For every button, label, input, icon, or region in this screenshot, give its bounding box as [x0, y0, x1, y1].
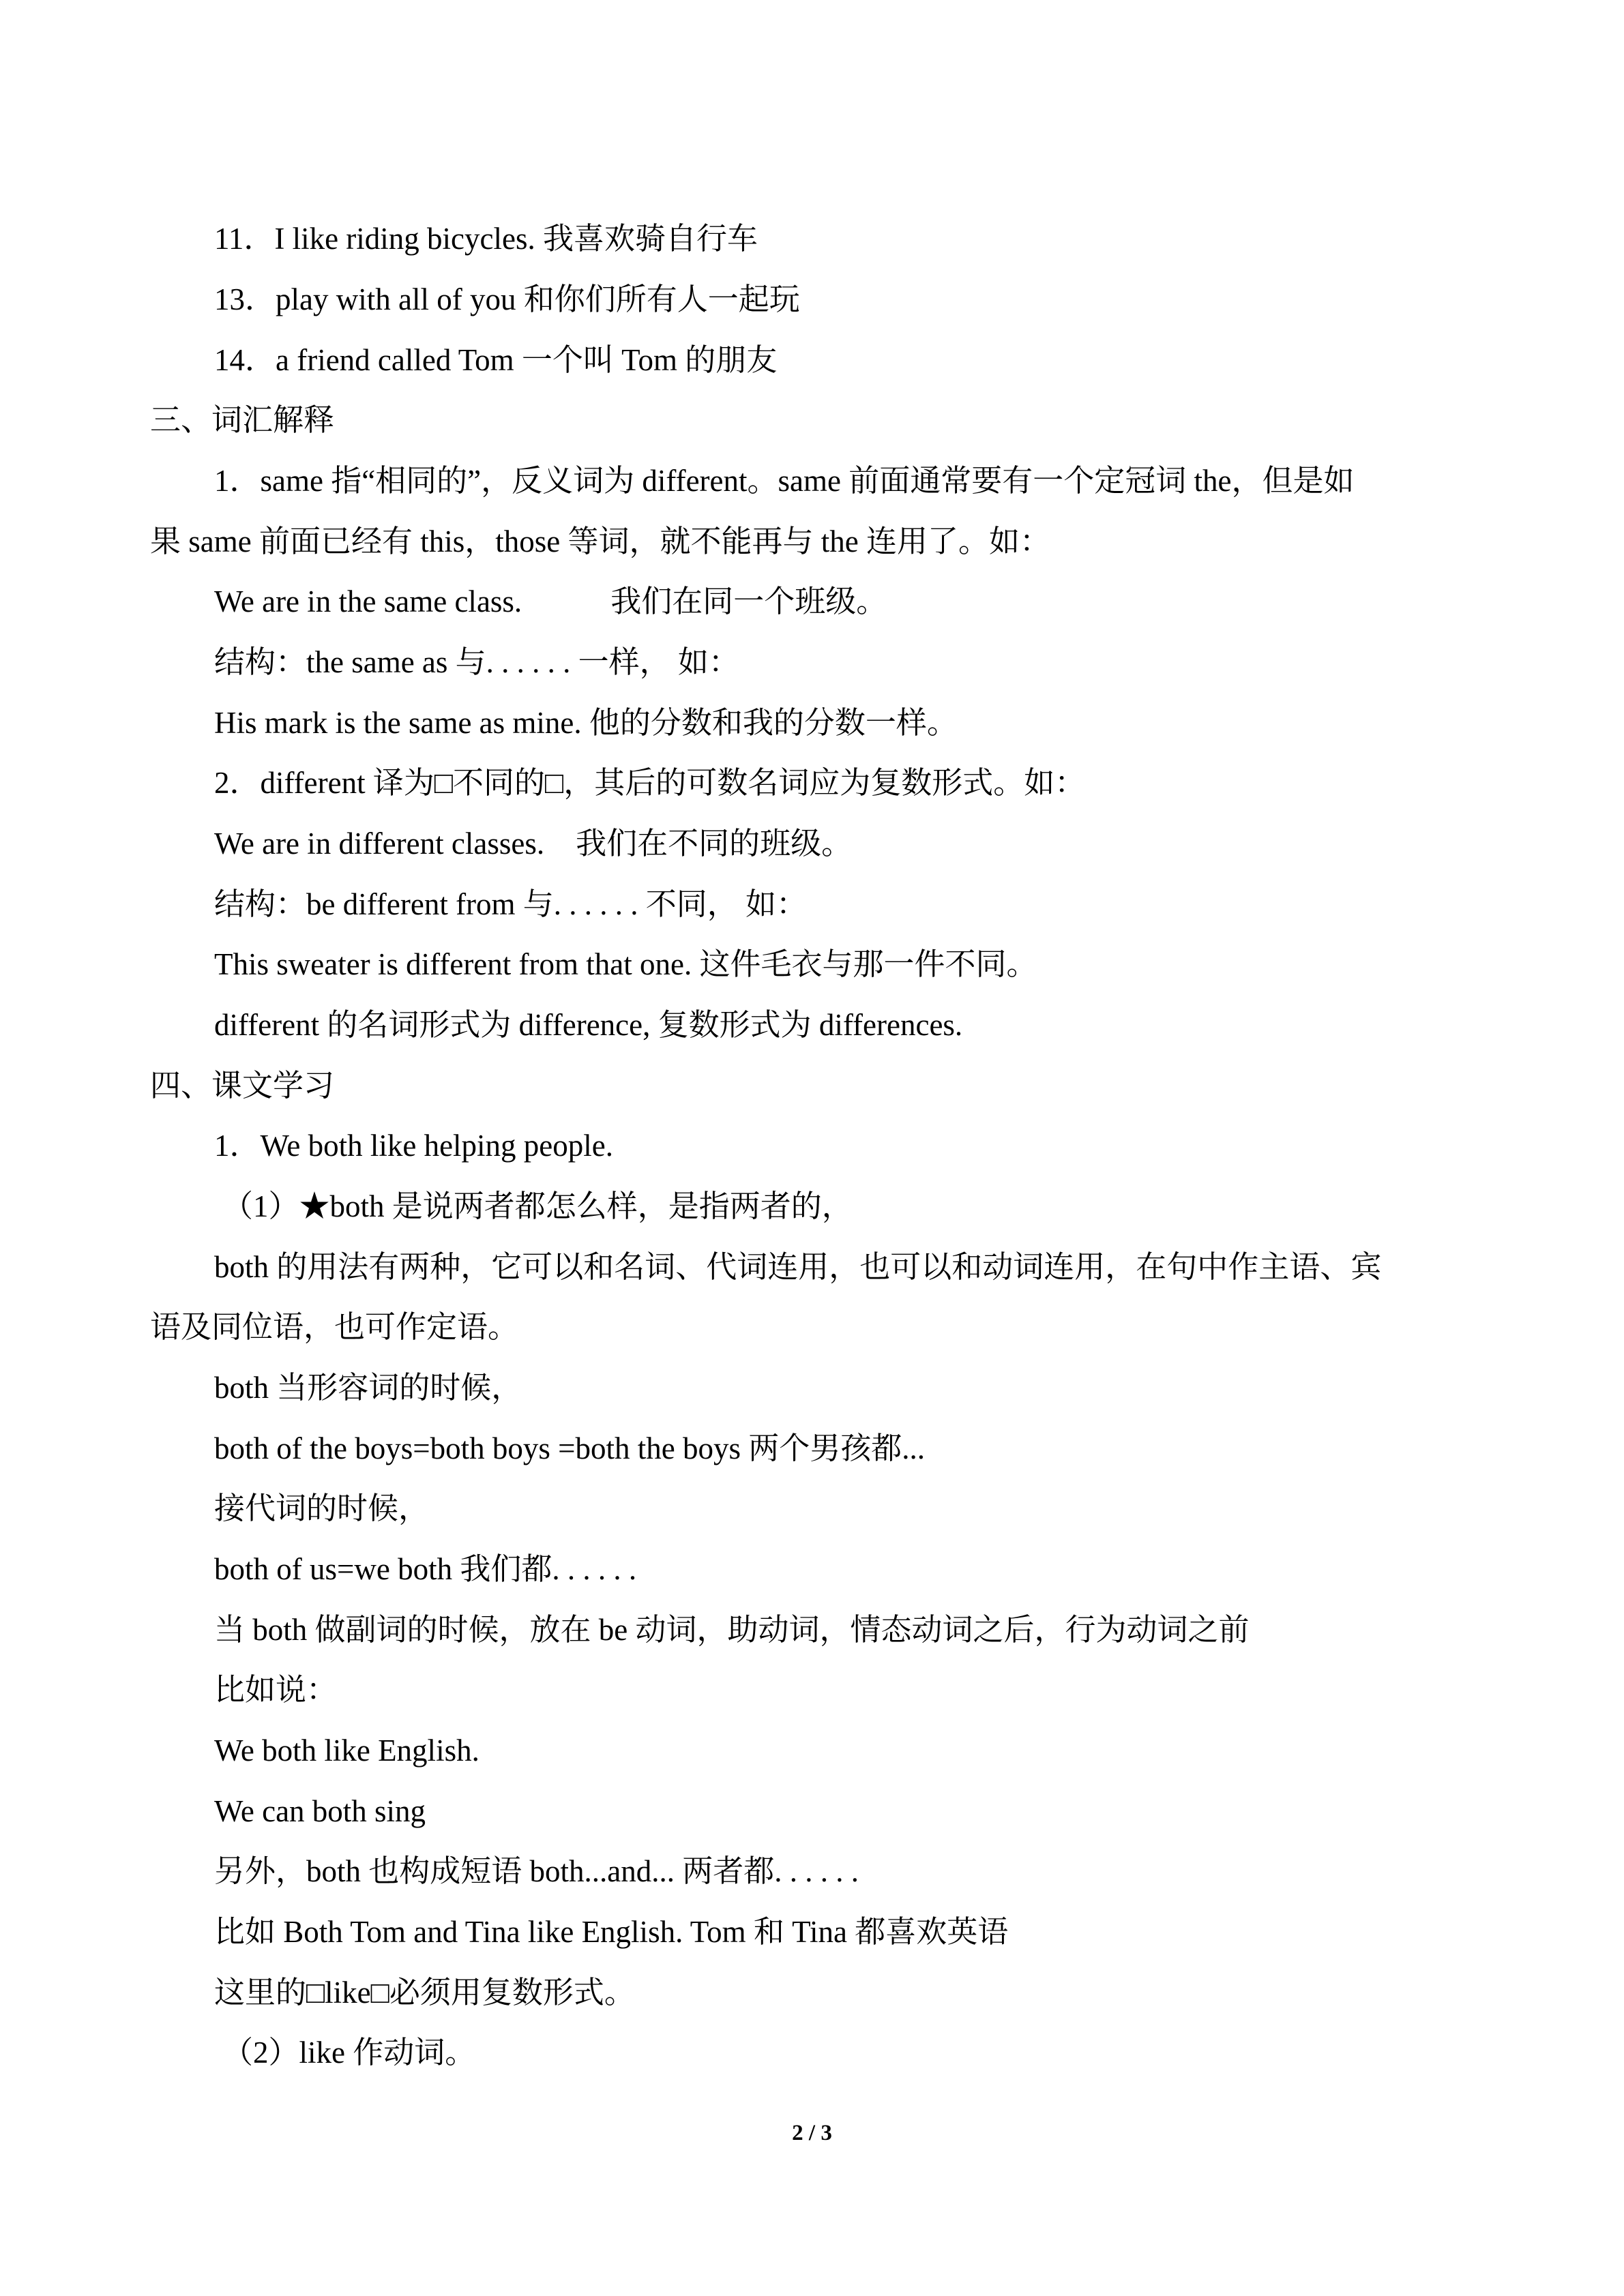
for-example: 比如说： — [214, 1673, 338, 1707]
text-sentence-1: 1．We both like helping people. — [214, 1129, 614, 1163]
example-chinese: 我们在不同的班级。 — [576, 826, 853, 861]
both-pronoun: 接代词的时候， — [214, 1491, 430, 1525]
paragraph-both-1: both 的用法有两种，它可以和名词、代词连用，也可以和动词连用，在句中作主语、宾 — [214, 1250, 1382, 1284]
structure-different-from: 结构：be different from 与. . . . . . 不同， 如： — [214, 887, 808, 921]
both-adverb: 当 both 做副词的时候，放在 be 动词，助动词，情态动词之后，行为动词之前 — [214, 1613, 1250, 1647]
example-mark: His mark is the same as mine. 他的分数和我的分数一样。 — [214, 706, 958, 740]
example-both-boys: both of the boys=both boys =both the boys 两个男孩都... — [214, 1431, 925, 1465]
page-number: 2 / 3 — [792, 2121, 832, 2145]
section-heading-text-study: 四、课文学习 — [150, 1069, 335, 1103]
note-difference: different 的名词形式为 difference, 复数形式为 differences. — [214, 1008, 963, 1042]
example-english: We are in the same class. — [214, 584, 522, 618]
both-adjective: both 当形容词的时候， — [214, 1371, 522, 1405]
item-13: 13．play with all of you 和你们所有人一起玩 — [214, 282, 800, 316]
item-11: 11．I like riding bicycles. 我喜欢骑自行车 — [214, 222, 758, 256]
example-both-sing: We can both sing — [214, 1794, 426, 1828]
example-both-english: We both like English. — [214, 1733, 479, 1768]
subpoint-both: （1）★both 是说两者都怎么样，是指两者的， — [222, 1189, 853, 1223]
paragraph-same-2: 果 same 前面已经有 this，those 等词，就不能再与 the 连用了。如： — [150, 524, 1050, 558]
item-14: 14．a friend called Tom 一个叫 Tom 的朋友 — [214, 343, 778, 377]
example-chinese: 我们在同一个班级。 — [610, 584, 887, 618]
phrase-both-and: 另外，both 也构成短语 both...and... 两者都. . . . . . — [214, 1854, 859, 1888]
example-same-class — [214, 581, 887, 622]
example-english: We are in different classes. — [214, 826, 545, 861]
example-different-classes — [214, 823, 852, 864]
paragraph-same-1: 1．same 指“相同的”，反义词为 different。same 前面通常要有一个定冠词 the，但是如 — [214, 464, 1355, 498]
paragraph-both-2: 语及同位语，也可作定语。 — [150, 1310, 519, 1344]
subpoint-like: （2）like 作动词。 — [222, 2036, 476, 2070]
structure-same-as: 结构：the same as 与. . . . . . 一样， 如： — [214, 645, 739, 679]
example-sweater: This sweater is different from that one. 这件毛衣与那一件不同。 — [214, 947, 1037, 981]
section-heading-vocabulary: 三、词汇解释 — [150, 403, 335, 437]
example-both-us: both of us=we both 我们都. . . . . . — [214, 1552, 637, 1586]
note-plural-like: 这里的□like□必须用复数形式。 — [214, 1976, 635, 2010]
example-tom-tina: 比如 Both Tom and Tina like English. Tom 和 Tina 都喜欢英语 — [214, 1915, 1009, 1949]
paragraph-different: 2．different 译为□不同的□，其后的可数名词应为复数形式。如： — [214, 766, 1086, 800]
